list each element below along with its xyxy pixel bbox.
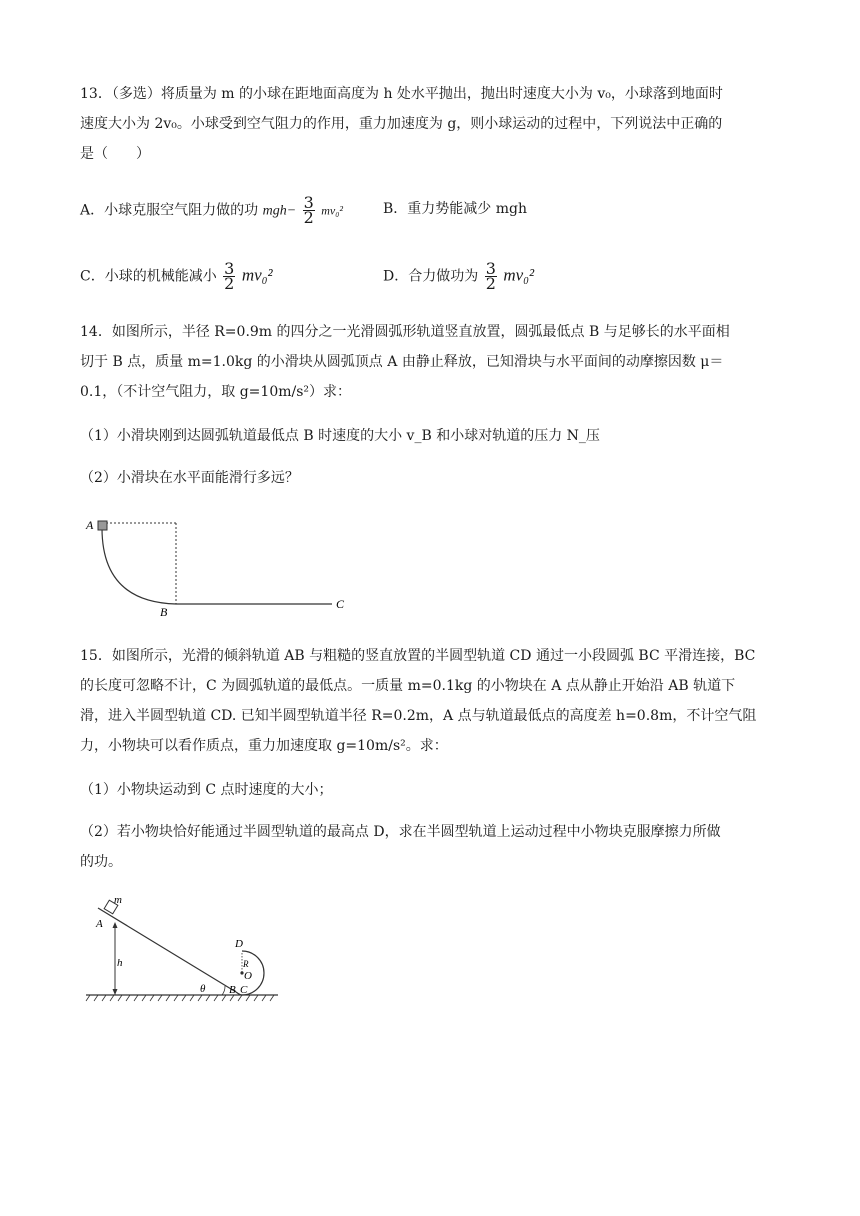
- option-c-text: C．小球的机械能减小: [80, 268, 217, 285]
- q15-line1: 15．如图所示，光滑的倾斜轨道 AB 与粗糙的竖直放置的半圆型轨道 CD 通过一小段圆弧 BC 平滑连接，BC: [80, 648, 756, 664]
- q15-line4: 力，小物块可以看作质点，重力加速度取 g=10m/s²。求：: [80, 738, 448, 754]
- q13-option-d: [383, 259, 535, 293]
- option-c-tail: mv₀²: [241, 265, 273, 285]
- q13-line1: 13．（多选）将质量为 m 的小球在距地面高度为 h 处水平抛出，抛出时速度大小为 v₀，小球落到地面时: [80, 86, 723, 102]
- incline-track: [98, 908, 236, 992]
- option-d-tail: mv₀²: [503, 265, 535, 285]
- label-b: B: [229, 984, 236, 996]
- q15-part2-line2: 的功。: [80, 854, 122, 870]
- q14-line2: 切于 B 点，质量 m=1.0kg 的小滑块从圆弧顶点 A 由静止释放，已知滑块与水平面间的动摩擦因数 μ＝: [80, 354, 724, 370]
- q15-line2: 的长度可忽略不计，C 为圆弧轨道的最低点。一质量 m=0.1kg 的小物块在 A 点从静止开始沿 AB 轨道下: [80, 678, 736, 694]
- quarter-arc-track: [102, 528, 176, 604]
- label-a: A: [96, 918, 103, 930]
- q13-line2: 速度大小为 2v₀。小球受到空气阻力的作用，重力加速度为 g，则小球运动的过程中，下列说法中正确的: [80, 116, 723, 132]
- q15-line3: 滑，进入半圆型轨道 CD. 已知半圆型轨道半径 R=0.2m，A 点与轨道最低点的高度差 h=0.8m，不计空气阻: [80, 708, 757, 724]
- label-o: O: [244, 970, 252, 982]
- q13-option-b: B．重力势能减少 mgh: [383, 201, 527, 217]
- option-a-fraction: $\frac{3}{2}$: [303, 193, 314, 227]
- q14-line1: 14．如图所示，半径 R=0.9m 的四分之一光滑圆弧形轨道竖直放置，圆弧最低点 B 与足够长的水平面相: [80, 324, 730, 340]
- label-d: D: [235, 938, 243, 950]
- option-d-fraction: $\frac{3}{2}$: [485, 259, 496, 293]
- q14-figure: [80, 512, 360, 616]
- label-m: m: [114, 894, 122, 906]
- option-a-tail: mv₀²: [321, 203, 343, 218]
- label-theta: θ: [200, 983, 206, 995]
- q14-part2: （2）小滑块在水平面能滑行多远？: [80, 470, 299, 486]
- q13-option-c: [80, 259, 273, 293]
- option-d-text: D．合力做功为: [383, 268, 479, 285]
- option-a-expr: mgh−: [262, 203, 297, 219]
- q13-line3: 是（ ）: [80, 146, 150, 162]
- slider-block: [98, 521, 107, 530]
- label-h: h: [117, 957, 123, 969]
- height-arrow-top: [113, 922, 118, 928]
- q14-line3: 0.1，（不计空气阻力，取 g=10m/s²）求：: [80, 384, 352, 400]
- label-b: B: [160, 605, 168, 616]
- q15-part2-line1: （2）若小物块恰好能通过半圆型轨道的最高点 D，求在半圆型轨道上运动过程中小物块克服摩擦力所做: [80, 824, 721, 840]
- q13-option-a: [80, 193, 343, 227]
- label-r: R: [243, 959, 249, 969]
- label-a: A: [86, 518, 94, 532]
- q14-part1: （1）小滑块刚到达圆弧轨道最低点 B 时速度的大小 v_B 和小球对轨道的压力 N_压: [80, 428, 600, 444]
- option-c-fraction: $\frac{3}{2}$: [224, 259, 235, 293]
- option-a-text: A．小球克服空气阻力做的功: [80, 202, 259, 219]
- label-c: C: [240, 984, 248, 996]
- angle-arc: [222, 986, 225, 995]
- label-c: C: [336, 597, 345, 611]
- q15-part1: （1）小物块运动到 C 点时速度的大小；: [80, 782, 333, 798]
- height-arrow-bottom: [113, 989, 118, 995]
- q15-figure: [84, 894, 284, 1004]
